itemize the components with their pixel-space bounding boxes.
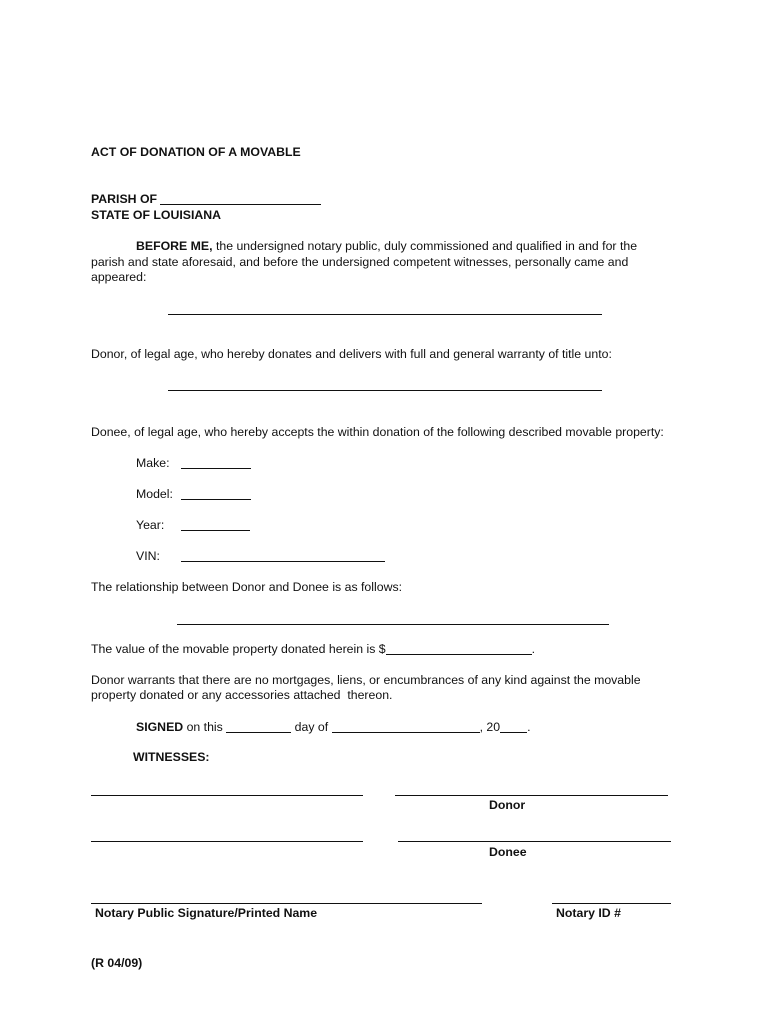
signed-on-this: on this (183, 720, 227, 734)
year-label: Year: (136, 518, 165, 532)
revision-code: (R 04/09) (91, 956, 143, 970)
parish-label: PARISH OF (91, 192, 161, 206)
signed-day-field[interactable] (226, 721, 291, 733)
signed-line (136, 720, 531, 734)
donee-signature-field[interactable] (398, 841, 671, 842)
value-line (91, 642, 535, 656)
notary-id-field[interactable] (552, 903, 671, 904)
signed-lead: SIGNED (136, 720, 184, 734)
donee-clause: Donee, of legal age, who hereby accepts the within donation of the following described movable property: (91, 425, 664, 439)
signed-month-field[interactable] (332, 721, 480, 733)
donor-clause: Donor, of legal age, who hereby donates and delivers with full and general warranty of title unto: (91, 347, 612, 361)
donee-signature-label: Donee (489, 845, 527, 859)
notary-signature-field[interactable] (91, 903, 482, 904)
vin-label: VIN: (136, 549, 160, 563)
signed-day-of: day of (291, 720, 332, 734)
witness-1-signature-field[interactable] (91, 795, 363, 796)
donor-signature-field[interactable] (395, 795, 668, 796)
intro-line-3: appeared: (91, 270, 147, 284)
year-line (181, 518, 250, 532)
signed-end: . (527, 720, 531, 734)
witnesses-label: WITNESSES: (133, 750, 210, 764)
value-text: The value of the movable property donated herein is $ (91, 642, 386, 656)
value-field[interactable] (386, 643, 532, 655)
signed-year-field[interactable] (500, 721, 527, 733)
intro-text-1: the undersigned notary public, duly commissioned and qualified in and for the (212, 239, 638, 253)
warranty-line-2: property donated or any accessories attached thereon. (91, 688, 393, 702)
intro-lead: BEFORE ME, (136, 239, 213, 253)
document-title: ACT OF DONATION OF A MOVABLE (91, 145, 301, 159)
parish-line (91, 192, 321, 206)
intro-line-2: parish and state aforesaid, and before the undersigned competent witnesses, personally came and (91, 255, 629, 269)
vin-line (181, 549, 385, 563)
intro-line-1 (136, 239, 637, 253)
relationship-label: The relationship between Donor and Donee is as follows: (91, 580, 403, 594)
warranty-line-1: Donor warrants that there are no mortgages, liens, or encumbrances of any kind against the movable (91, 673, 641, 687)
witness-2-signature-field[interactable] (91, 841, 363, 842)
signed-year-prefix: , 20 (479, 720, 501, 734)
model-line (181, 487, 251, 501)
vin-field[interactable] (181, 550, 385, 562)
state-label: STATE OF LOUISIANA (91, 208, 222, 222)
make-label: Make: (136, 456, 170, 470)
donee-name-field[interactable] (168, 390, 602, 391)
relationship-field[interactable] (177, 624, 609, 625)
notary-id-label: Notary ID # (556, 906, 621, 920)
notary-signature-label: Notary Public Signature/Printed Name (95, 906, 318, 920)
model-field[interactable] (181, 488, 251, 500)
make-line (181, 456, 251, 470)
make-field[interactable] (181, 457, 251, 469)
model-label: Model: (136, 487, 173, 501)
year-field[interactable] (181, 519, 250, 531)
parish-field[interactable] (160, 193, 321, 205)
donor-name-field[interactable] (168, 314, 602, 315)
donor-signature-label: Donor (489, 798, 526, 812)
value-end: . (531, 642, 536, 656)
